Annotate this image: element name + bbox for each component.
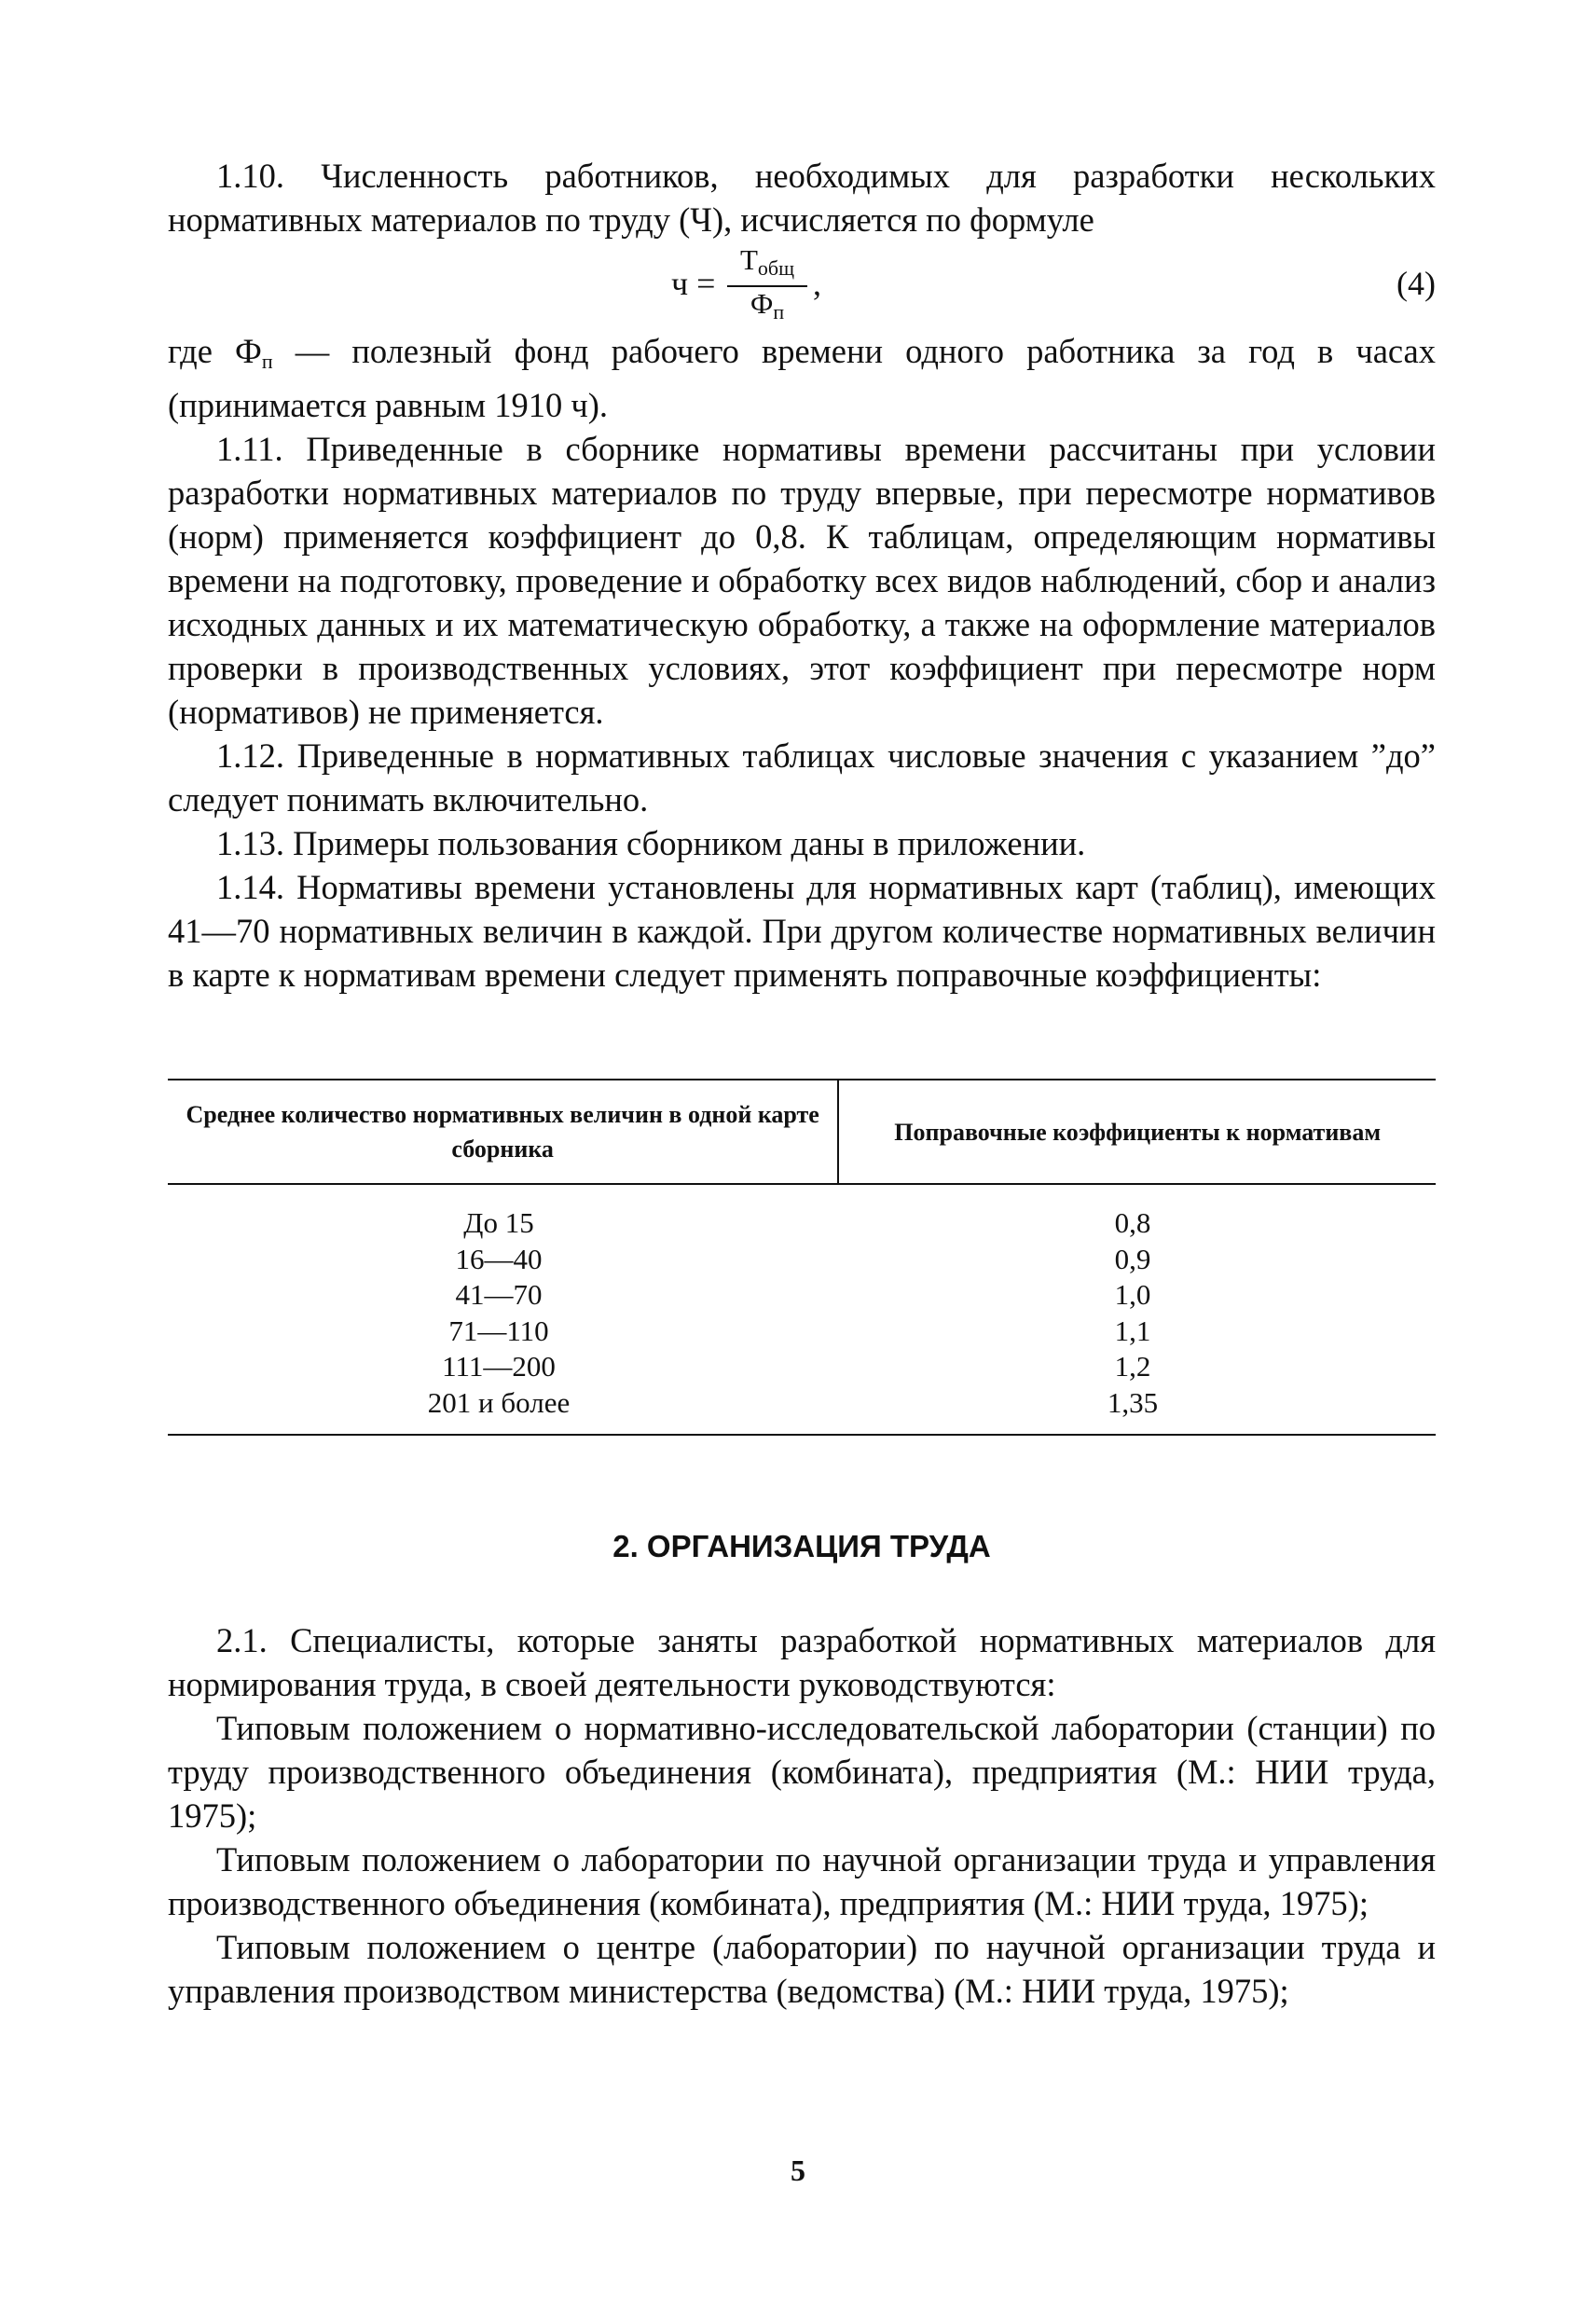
formula-numerator: $Т_{общ}$ [727, 243, 807, 287]
correction-coefficients-table [168, 1079, 1436, 1436]
section-heading: 2. ОРГАНИЗАЦИЯ ТРУДА [612, 1529, 991, 1563]
list-item: Типовым положением о нормативно-исследовательской лаборатории (станции) по труду производственного объединения (комбината), предприятия (М.: НИИ труда, 1975); [168, 1709, 1436, 1835]
paragraph-1-12: 1.12. Приведенные в нормативных таблицах числовые значения с указанием ”до” следует понимать включительно. [168, 736, 1436, 819]
list-item: Типовым положением о лаборатории по научной организации труда и управления производственного объединения (комбината), предприятия (М.: НИИ труда, 1975); [168, 1840, 1436, 1922]
paragraph-1-10: 1.10. Численность работников, необходимых для разработки нескольких нормативных материалов по труду (Ч), исчисляется по формуле [168, 157, 1436, 239]
table-cell-coef: 1,2 [1114, 1350, 1151, 1383]
table-cell-coef: 0,8 [1114, 1206, 1151, 1239]
formula-lhs: ч = [671, 265, 716, 302]
paragraph-1-13: 1.13. Примеры пользования сборником даны в приложении. [216, 824, 1086, 862]
table-cell-range: До 15 [463, 1206, 534, 1239]
table-cell-range: 111—200 [442, 1350, 556, 1383]
table-header [168, 1080, 1436, 1183]
table-cell-range: 41—70 [455, 1278, 543, 1311]
table-body [168, 1185, 1436, 1434]
table-row [168, 1314, 1436, 1350]
paragraph-where: где $Ф_п$ — полезный фонд рабочего времени одного работника за год в часах (принимается равным 1910 ч). [168, 332, 1436, 424]
page-number: 5 [791, 2154, 805, 2187]
table-row [168, 1385, 1436, 1422]
formula-comma: , [813, 265, 821, 302]
formula-number: (4) [1396, 265, 1436, 302]
table-cell-range: 16—40 [455, 1242, 543, 1275]
table-cell-range: 201 и более [427, 1385, 571, 1419]
table-cell-coef: 1,1 [1114, 1314, 1151, 1347]
table-cell-coef: 0,9 [1114, 1242, 1151, 1275]
table-cell-range: 71—110 [448, 1314, 549, 1347]
table-cell-coef: 1,0 [1114, 1278, 1151, 1311]
table-header-col2: Поправочные коэффициенты к нормативам [894, 1118, 1382, 1146]
paragraph-1-14: 1.14. Нормативы времени установлены для нормативных карт (таблиц), имеющих 41—70 нормативных величин в каждой. При другом количестве нормативных величин в карте к нормативам времени следует применять поправочные коэффициенты: [168, 868, 1436, 994]
table-row [168, 1242, 1436, 1278]
list-item: Типовым положением о центре (лаборатории) по научной организации труда и управления производством министерства (ведомства) (М.: НИИ труда, 1975); [168, 1928, 1436, 2010]
table-cell-coef: 1,35 [1107, 1385, 1159, 1419]
table-row [168, 1277, 1436, 1314]
table-row [168, 1205, 1436, 1242]
formula-fraction [727, 243, 807, 329]
paragraph-2-1: 2.1. Специалисты, которые заняты разработкой нормативных материалов для нормирования труда, в своей деятельности руководствуются: [168, 1621, 1436, 1703]
paragraph-1-11: 1.11. Приведенные в сборнике нормативы времени рассчитаны при условии разработки нормативных материалов по труду впервые, при пересмотре нормативов (норм) применяется коэффициент до 0,8. К таблицам, определяющим нормативы времени на подготовку, проведение и обработку всех видов наблюдений, сбор и анализ исходных данных и их математическую обработку, а также на оформление материалов проверки в производственных условиях, этот коэффициент при пересмотре норм (нормативов) не применяется. [168, 430, 1436, 731]
table-row [168, 1349, 1436, 1385]
table-bottom-rule [168, 1434, 1436, 1436]
formula-denominator: $Ф_п$ [750, 287, 785, 323]
formula-4 [168, 243, 1436, 329]
table-header-col1: Среднее количество нормативных величин в одной карте сборника [168, 1080, 839, 1183]
document-page [168, 154, 1436, 2013]
